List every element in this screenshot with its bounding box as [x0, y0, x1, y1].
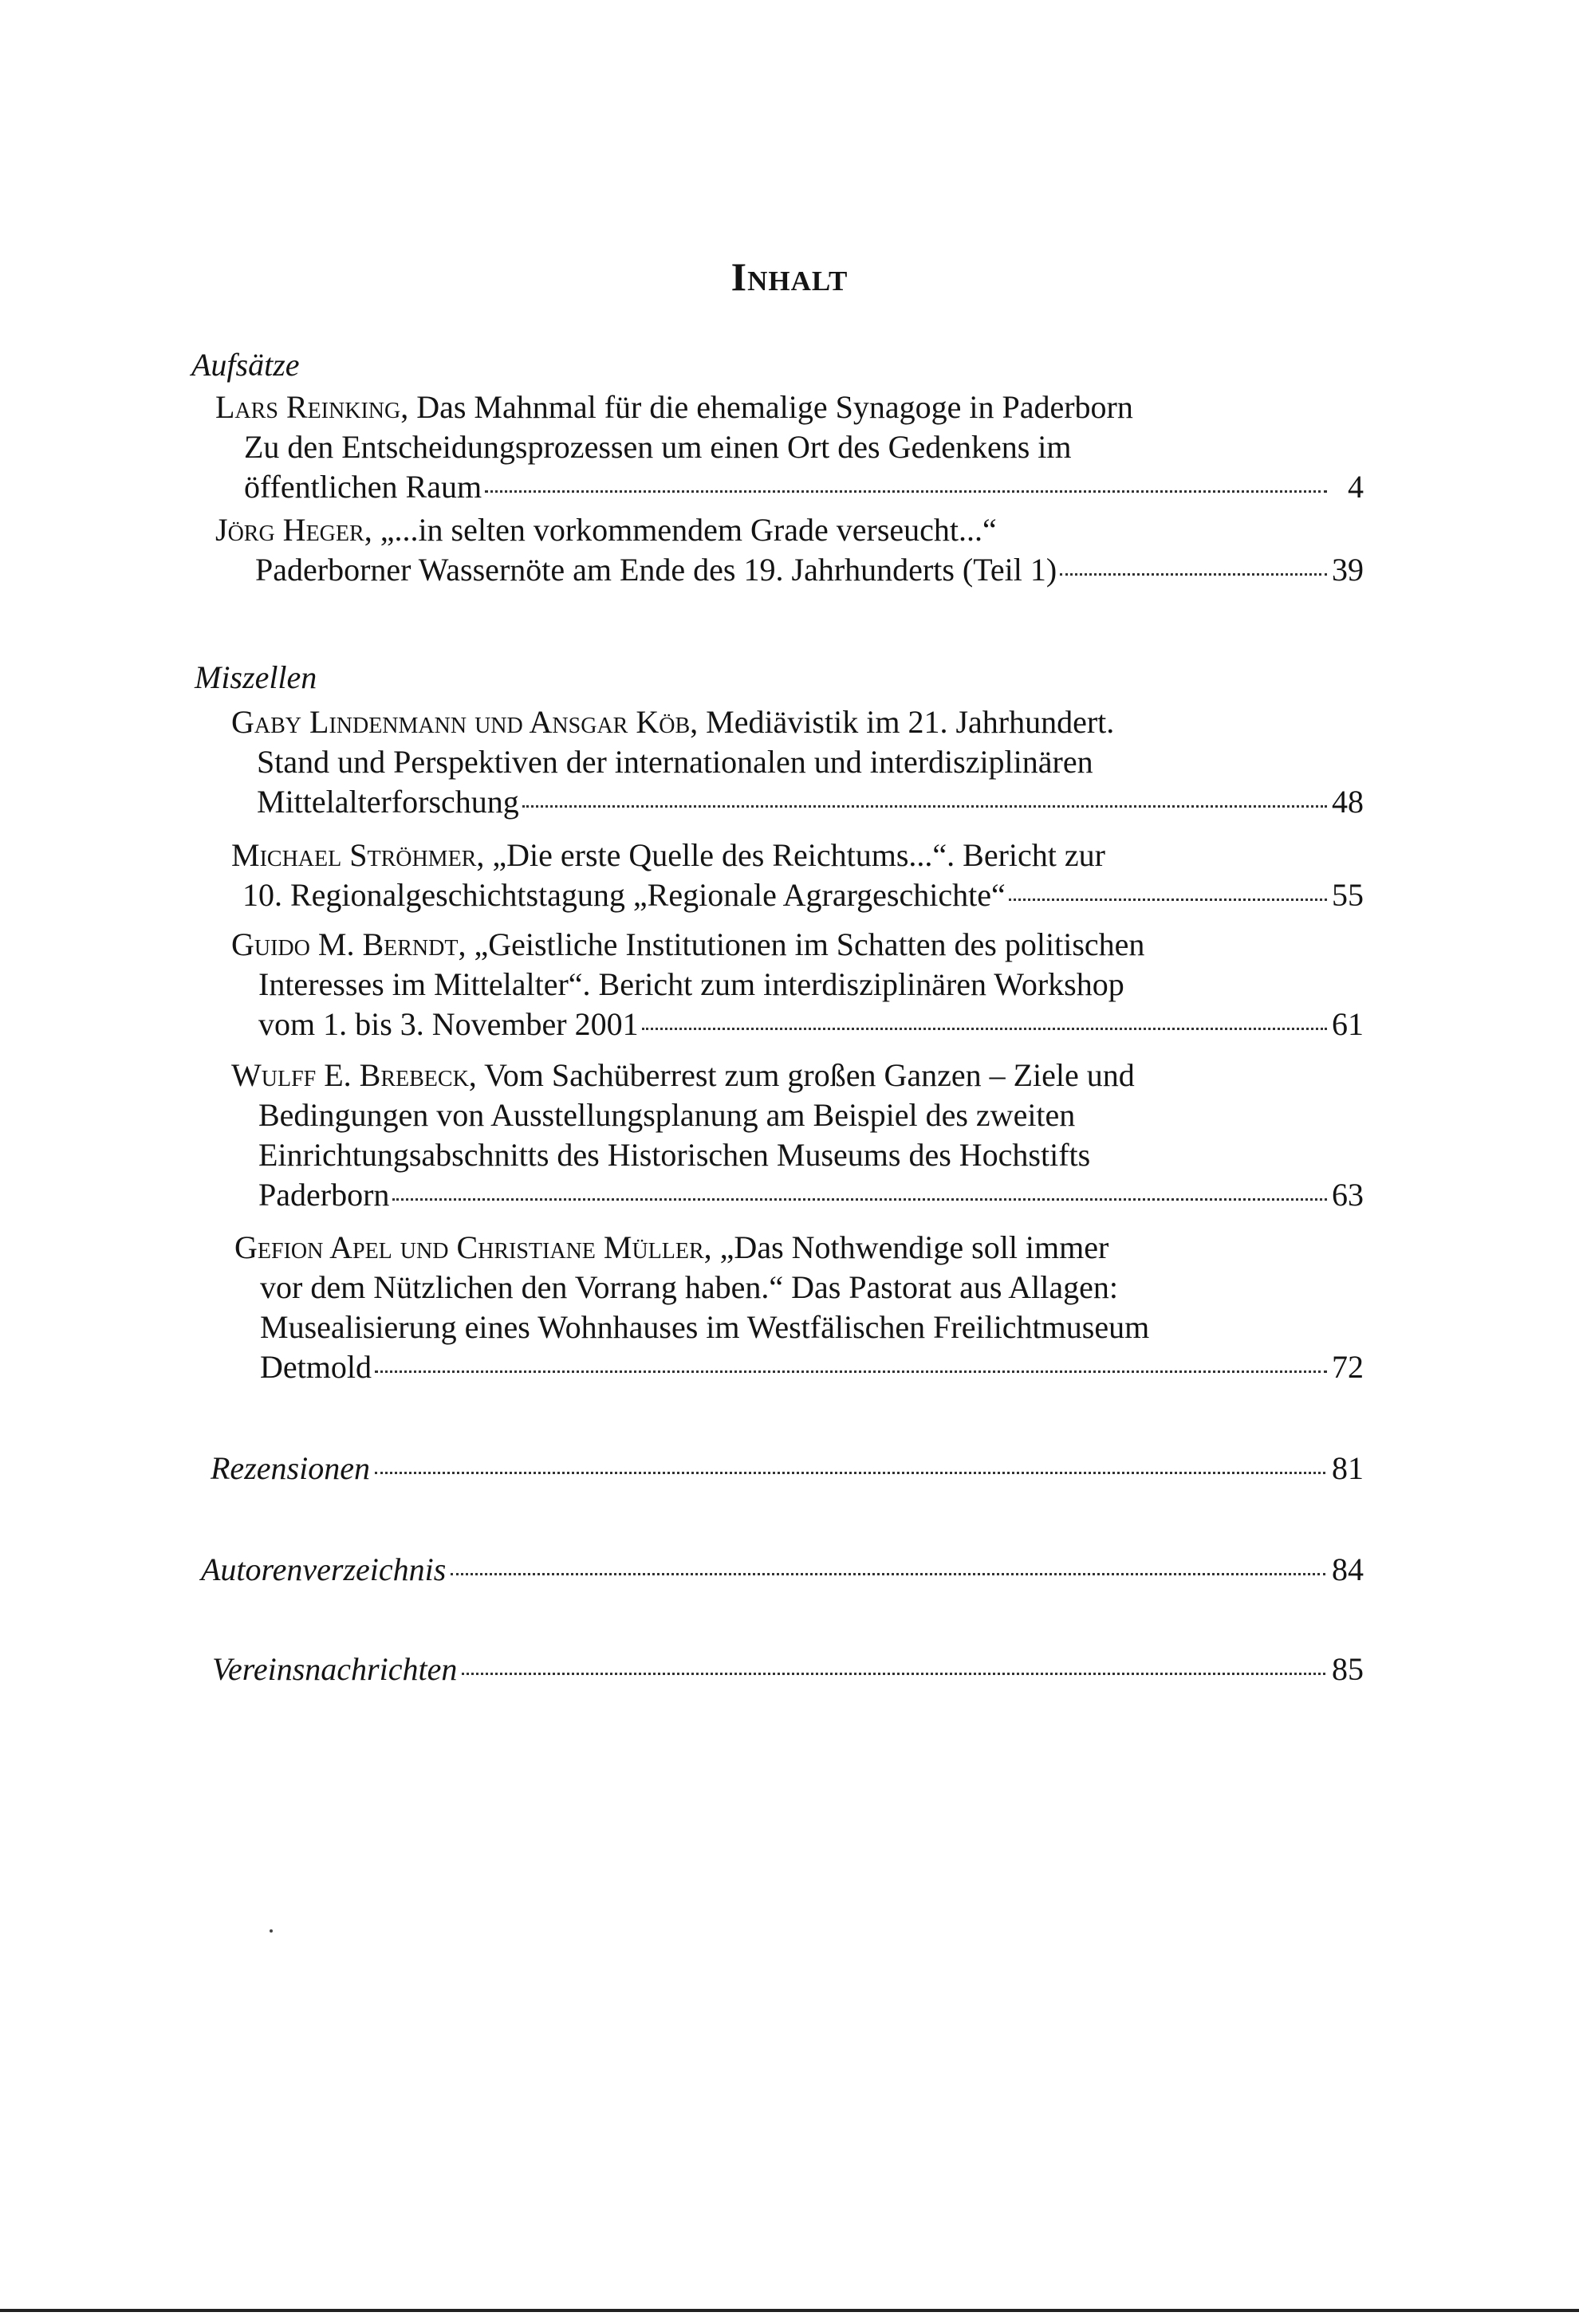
toc-entry: Jörg Heger, „...in selten vorkommendem Grade verseucht...“ Paderborner Wassernöte am Ende des 19. Jahrhunderts (Teil 1) 39	[215, 510, 1364, 590]
scan-speck	[270, 1929, 273, 1933]
entry-title-line: Das Mahnmal für die ehemalige Synagoge in Paderborn	[416, 389, 1133, 425]
entry-author: Guido M. Berndt	[231, 926, 459, 962]
entry-title-line: Bedingungen von Ausstellungsplanung am Beispiel des zweiten	[258, 1097, 1076, 1133]
major-page: 84	[1332, 1551, 1364, 1587]
entry-title-line: vom 1. bis 3. November 2001	[258, 1006, 639, 1042]
entry-author: Wulff E. Brebeck	[231, 1057, 469, 1093]
entry-page: 61	[1332, 1006, 1364, 1042]
toc-entry: Lars Reinking, Das Mahnmal für die ehemalige Synagoge in Paderborn Zu den Entscheidungsprozessen um einen Ort des Gedenkens im öffentlichen Raum 4	[215, 387, 1364, 507]
major-label: Autorenverzeichnis	[201, 1551, 447, 1587]
toc-major-entry-vereinsnachrichten	[212, 1650, 1364, 1688]
section-heading-miszellen: Miszellen	[195, 659, 317, 695]
entry-author: Gefion Apel und Christiane Müller	[234, 1229, 704, 1265]
entry-title-line: Vom Sachüberrest zum großen Ganzen – Ziele und	[484, 1057, 1135, 1093]
entry-title-line: Paderborn	[258, 1177, 390, 1213]
entry-page: 63	[1332, 1177, 1364, 1213]
entry-title-line: Stand und Perspektiven der internationalen und interdisziplinären	[257, 744, 1093, 780]
page-bottom-edge	[0, 2309, 1579, 2312]
entry-title-line: Detmold	[260, 1349, 372, 1385]
entry-page: 48	[1332, 784, 1364, 820]
leader-dots	[522, 805, 1327, 808]
leader-dots	[642, 1028, 1327, 1030]
leader-dots	[451, 1573, 1325, 1575]
entry-title-line: Zu den Entscheidungsprozessen um einen Ort des Gedenkens im	[244, 429, 1072, 465]
major-page: 81	[1332, 1450, 1364, 1486]
leader-dots	[462, 1673, 1325, 1675]
entry-page: 4	[1348, 469, 1364, 505]
entry-title-line: Interesses im Mittelalter“. Bericht zum interdisziplinären Workshop	[258, 966, 1124, 1002]
entry-title-line: 10. Regionalgeschichtstagung „Regionale Agrargeschichte“	[242, 877, 1006, 913]
leader-dots	[485, 490, 1327, 493]
entry-author: Lars Reinking	[215, 389, 401, 425]
entry-title-line: Musealisierung eines Wohnhauses im Westfälischen Freilichtmuseum	[260, 1309, 1150, 1345]
entry-title-line: „Das Nothwendige soll immer	[719, 1229, 1109, 1265]
toc-entry: Guido M. Berndt, „Geistliche Institutionen im Schatten des politischen Interesses im Mittelalter“. Bericht zum interdisziplinären Workshop vom 1. bis 3. November 2001 61	[231, 925, 1364, 1044]
major-label: Vereinsnachrichten	[212, 1651, 458, 1687]
leader-dots	[375, 1370, 1327, 1373]
entry-title-line: Einrichtungsabschnitts des Historischen Museums des Hochstifts	[258, 1137, 1091, 1173]
leader-dots	[392, 1198, 1327, 1201]
entry-title-line: „...in selten vorkommendem Grade verseucht...“	[380, 512, 997, 548]
leader-dots	[1009, 899, 1327, 901]
toc-major-entry-autorenverzeichnis	[201, 1551, 1364, 1588]
entry-author: Michael Ströhmer	[231, 837, 477, 873]
entry-page: 55	[1332, 877, 1364, 913]
toc-entry: Gaby Lindenmann und Ansgar Köb, Mediävistik im 21. Jahrhundert. Stand und Perspektiven der internationalen und interdisziplinären Mittelalterforschung 48	[231, 702, 1364, 822]
entry-title-line: „Die erste Quelle des Reichtums...“. Bericht zur	[492, 837, 1105, 873]
section-heading-aufsaetze: Aufsätze	[191, 347, 300, 383]
page-title: Inhalt	[730, 254, 849, 299]
toc-entry: Wulff E. Brebeck, Vom Sachüberrest zum großen Ganzen – Ziele und Bedingungen von Ausstellungsplanung am Beispiel des zweiten Einrichtungsabschnitts des Historischen Museums des Hochstifts Paderborn 63	[231, 1056, 1364, 1215]
entry-title-line: Mediävistik im 21. Jahrhundert.	[706, 704, 1115, 740]
entry-author: Jörg Heger	[215, 512, 364, 548]
major-page: 85	[1332, 1651, 1364, 1687]
entry-title-line: Mittelalterforschung	[257, 784, 519, 820]
entry-page: 72	[1332, 1349, 1364, 1385]
entry-title-line: öffentlichen Raum	[244, 469, 482, 505]
major-label: Rezensionen	[211, 1450, 370, 1486]
toc-entry: Gefion Apel und Christiane Müller, „Das Nothwendige soll immer vor dem Nützlichen den Vorrang haben.“ Das Pastorat aus Allagen: Musealisierung eines Wohnhauses im Westfälischen Freilichtmuseum Detmold 72	[234, 1228, 1364, 1387]
entry-page: 39	[1332, 552, 1364, 588]
leader-dots	[1060, 573, 1327, 576]
entry-title-line: vor dem Nützlichen den Vorrang haben.“ Das Pastorat aus Allagen:	[260, 1269, 1119, 1305]
toc-major-entry-rezensionen	[211, 1449, 1364, 1487]
entry-author: Gaby Lindenmann und Ansgar Köb	[231, 704, 691, 740]
entry-title-line: Paderborner Wassernöte am Ende des 19. Jahrhunderts (Teil 1)	[255, 552, 1057, 588]
leader-dots	[375, 1472, 1325, 1474]
toc-entry: Michael Ströhmer, „Die erste Quelle des Reichtums...“. Bericht zur 10. Regionalgeschichtstagung „Regionale Agrargeschichte“ 55	[231, 836, 1364, 915]
entry-title-line: „Geistliche Institutionen im Schatten des politischen	[474, 926, 1145, 962]
